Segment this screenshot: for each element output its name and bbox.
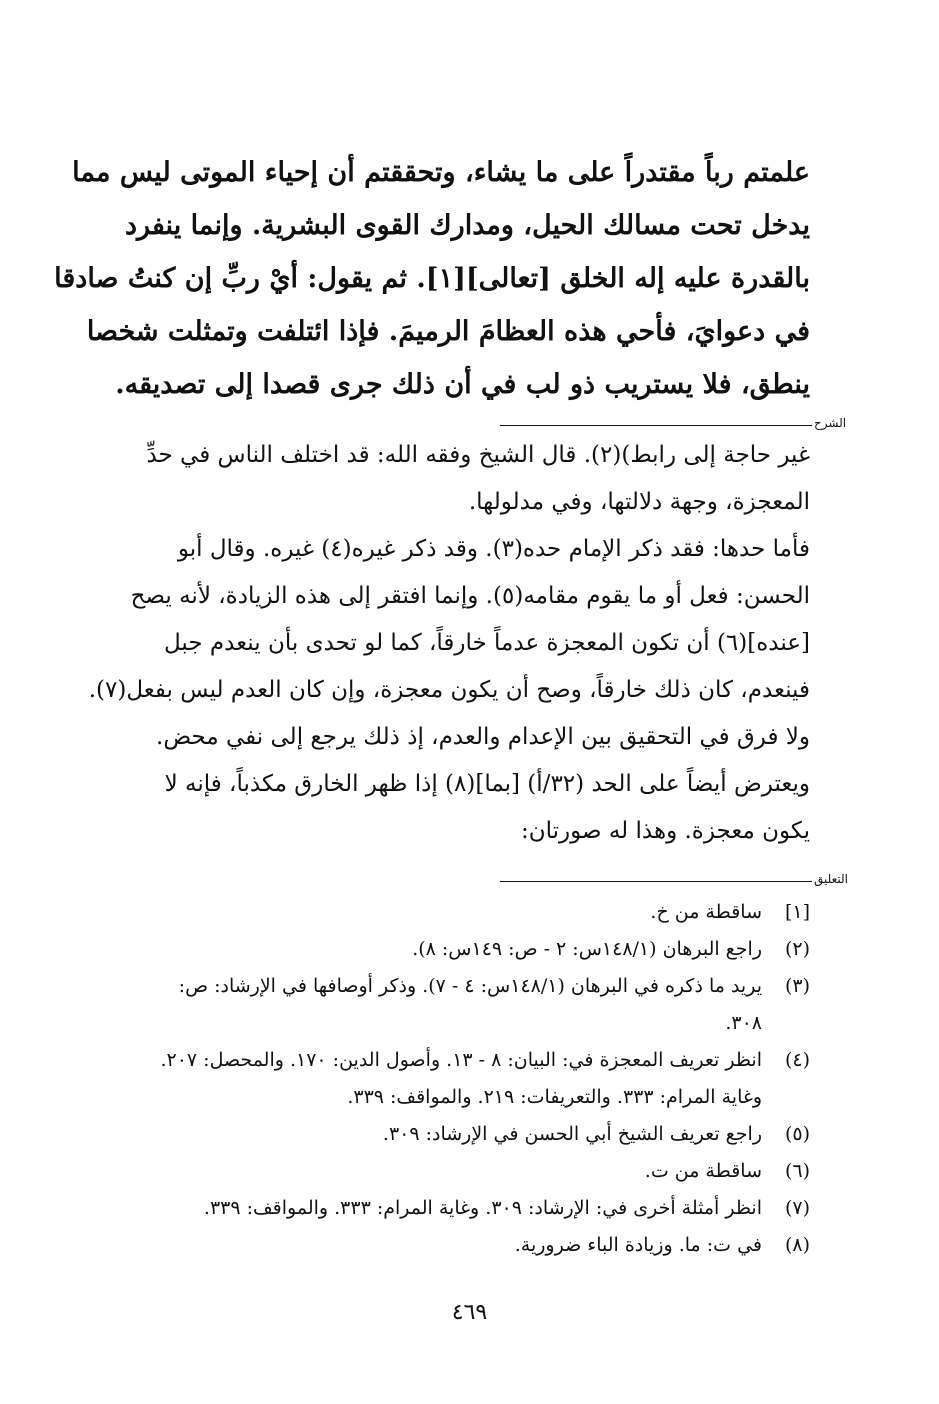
matn-text [54,146,810,411]
footnote-text: يريد ما ذكره في البرهان (١٤٨/١س: ٤ - ٧). وذكر أوصافها في الإرشاد: ص: [178,975,762,997]
sharh-separator [500,425,812,426]
footnote-number: (٣) [784,975,810,997]
matn-line: في دعوايَ، فأحي هذه العظامَ الرميمَ. فإذا ائتلفت وتمثلت شخصا [86,316,810,347]
footnote-number: (٢) [784,938,810,960]
footnotes [130,894,810,1264]
sharh-line: يكون معجزة. وهذا له صورتان: [520,818,810,844]
sharh-line: ولا فرق في التحقيق بين الإعدام والعدم، إذ ذلك يرجع إلى نفي محض. [156,724,810,750]
matn-line: بالقدرة عليه إله الخلق [تعالى][١]. ثم يقول: أيْ ربِّ إن كنتُ صادقا [54,263,810,294]
footnote-number: (٧) [784,1197,810,1219]
matn-line: يدخل تحت مسالك الحيل، ومدارك القوى البشرية. وإنما ينفرد [124,210,810,241]
sharh-line: [عنده](٦) أن تكون المعجزة عدماً خارقاً، كما لو تحدى بأن ينعدم جبل [164,630,810,656]
footnote-text: في ت: ما. وزيادة الباء ضرورية. [514,1234,762,1256]
footnote [130,1227,810,1264]
footnote-number: (٨) [784,1234,810,1256]
footnote-text-continued: ٣٠٨. [725,1012,762,1034]
footnote-text: انظر أمثلة أخرى في: الإرشاد: ٣٠٩. وغاية المرام: ٣٣٣. والمواقف: ٣٣٩. [203,1197,762,1219]
footnote [130,1190,810,1227]
matn-line: علمتم رباً مقتدراً على ما يشاء، وتحققتم أن إحياء الموتى ليس مما [72,157,810,188]
sharh-line: غير حاجة إلى رابط)(٢). قال الشيخ وفقه الله: قد اختلف الناس في حدِّ [146,442,810,468]
taliq-label: التعليق [814,872,849,886]
footnote-text-continued: وغاية المرام: ٣٣٣. والتعريفات: ٢١٩. والمواقف: ٣٣٩. [347,1086,762,1108]
page-number: ٤٦٩ [451,1300,488,1325]
footnote-number: (٥) [784,1123,810,1145]
sharh-line: الحسن: فعل أو ما يقوم مقامه(٥). وإنما افتقر إلى هذه الزيادة، لأنه يصح [130,583,810,609]
footnote [130,894,810,931]
footnote [130,1116,810,1153]
sharh-line: ويعترض أيضاً على الحد (٣٢/أ) [بما](٨) إذا ظهر الخارق مكذباً، فإنه لا [164,771,810,797]
footnote-number: (٤) [784,1049,810,1071]
footnote [130,968,810,1042]
sharh-line: فينعدم، كان ذلك خارقاً، وصح أن يكون معجزة، وإن كان العدم ليس بفعل(٧). [88,677,810,703]
taliq-separator [500,881,812,882]
sharh-text [88,432,810,855]
footnote-text: انظر تعريف المعجزة في: البيان: ٨ - ١٣. وأصول الدين: ١٧٠. والمحصل: ٢٠٧. [160,1049,762,1071]
footnote-text: راجع البرهان (١٤٨/١س: ٢ - ص: ١٤٩س: ٨). [412,938,762,960]
matn-line: ينطق، فلا يستريب ذو لب في أن ذلك جرى قصدا إلى تصديقه. [115,369,810,400]
footnote-number: [١] [784,901,810,923]
sharh-line: المعجزة، وجهة دلالتها، وفي مدلولها. [468,489,810,515]
footnote-text: ساقطة من خ. [650,901,762,923]
footnote-text: راجع تعريف الشيخ أبي الحسن في الإرشاد: ٣٠٩. [382,1123,762,1145]
sharh-line: فأما حدها: فقد ذكر الإمام حده(٣). وقد ذكر غيره(٤) غيره. وقال أبو [177,536,810,562]
sharh-label: الشرح [814,416,847,430]
footnote [130,1042,810,1116]
footnote [130,1153,810,1190]
footnote-number: (٦) [784,1160,810,1182]
footnote [130,931,810,968]
footnote-text: ساقطة من ت. [644,1160,762,1182]
